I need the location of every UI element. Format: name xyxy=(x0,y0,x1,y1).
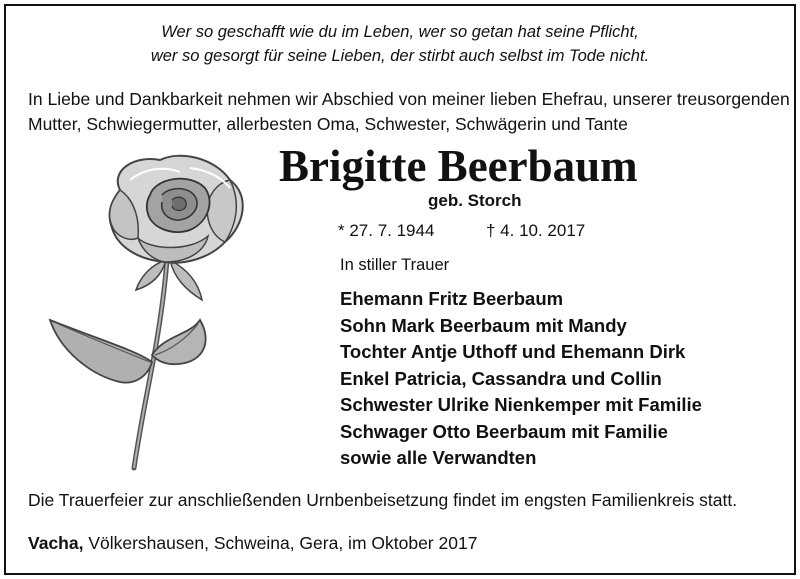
mourner-item: Schwager Otto Beerbaum mit Familie xyxy=(340,420,668,442)
intro-text xyxy=(28,87,790,137)
mourner-item: Tochter Antje Uthoff und Ehemann Dirk xyxy=(340,341,686,362)
rose-icon xyxy=(40,150,290,480)
mourning-intro: In stiller Trauer xyxy=(340,256,450,274)
mourners-list xyxy=(340,286,702,472)
place-date-line xyxy=(28,533,477,554)
mourner-item: Sohn Mark Beerbaum mit Mandy xyxy=(340,314,627,336)
rose-leaf-left xyxy=(50,320,152,383)
motto-line-1: Wer so geschafft wie du im Leben, wer so getan hat seine Pflicht, xyxy=(161,23,639,41)
birth-date: * 27. 7. 1944 xyxy=(338,221,435,240)
mourner-item: sowie alle Verwandten xyxy=(340,447,537,468)
maiden-name: geb. Storch xyxy=(428,191,522,210)
mourner-item: Ehemann Fritz Beerbaum xyxy=(340,288,564,309)
place-town: Vacha, xyxy=(28,533,84,553)
death-date: † 4. 10. 2017 xyxy=(486,221,586,240)
place-rest: Völkershausen, Schweina, Gera, im Oktober 2017 xyxy=(83,533,478,553)
mourner-item: Schwester Ulrike Nienkemper mit Familie xyxy=(340,394,702,415)
motto-verse xyxy=(0,20,800,68)
intro-line-2: Mutter, Schwiegermutter, allerbesten Oma, Schwester, Schwägerin und Tante xyxy=(28,114,628,134)
funeral-note: Die Trauerfeier zur anschließenden Urnbenbeisetzung findet im engsten Familienkreis statt. xyxy=(28,490,738,510)
deceased-name: Brigitte Beerbaum xyxy=(279,141,638,191)
mourner-item: Enkel Patricia, Cassandra und Collin xyxy=(340,367,662,389)
intro-line-1: In Liebe und Dankbarkeit nehmen wir Abschied von meiner lieben Ehefrau, unserer treusorgenden xyxy=(28,89,790,109)
motto-line-2: wer so gesorgt für seine Lieben, der stirbt auch selbst im Tode nicht. xyxy=(150,47,650,65)
life-dates xyxy=(338,221,586,241)
